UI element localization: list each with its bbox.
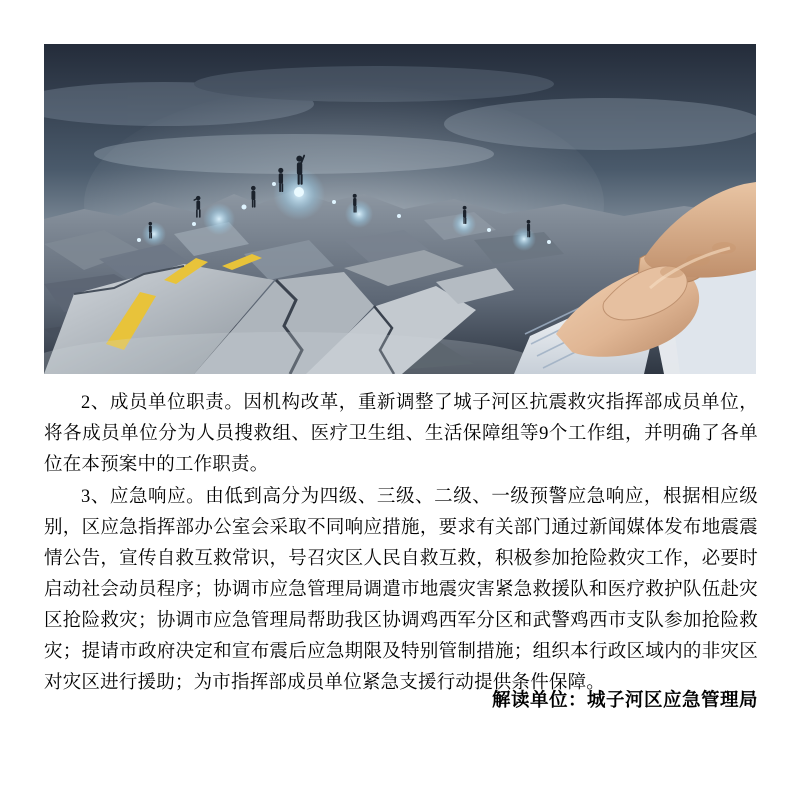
body-text xyxy=(44,388,758,700)
illustration-svg xyxy=(44,44,756,374)
interpreting-unit-signature: 解读单位：城子河区应急管理局 xyxy=(491,691,758,711)
paragraph-2: 2、成员单位职责。因机构改革，重新调整了城子河区抗震救灾指挥部成员单位，将各成员单位分为人员搜救组、医疗卫生组、生活保障组等9个工作组，并明确了各单位在本预案中的工作职责。 xyxy=(44,393,758,475)
paragraph-3: 3、应急响应。由低到高分为四级、三级、二级、一级预警应急响应，根据相应级别，区应急指挥部办公室会采取不同响应措施，要求有关部门通过新闻媒体发布地震震情公告，宣传自救互救常识，号召灾区人民自救互救，积极参加抢险救灾工作，必要时启动社会动员程序；协调市应急管理局调遣市地震灾害紧急救援队和医疗救护队伍赴灾区抢险救灾；协调市应急管理局帮助我区协调鸡西军分区和武警鸡西市支队参加抢险救灾；提请市政府决定和宣布震后应急期限及特别管制措施；组织本行政区域内的非灾区对灾区进行援助；为市指挥部成员单位紧急支援行动提供条件保障。 xyxy=(44,487,758,693)
earthquake-rescue-illustration xyxy=(44,44,756,374)
